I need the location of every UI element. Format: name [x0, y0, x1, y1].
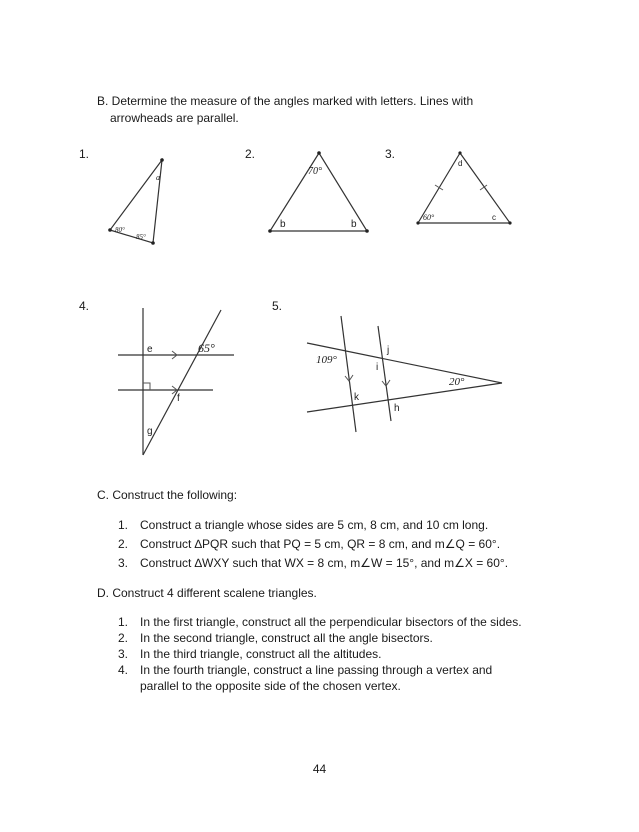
section-d-item-2 [118, 630, 522, 646]
section-d-item-4-number: 4. [118, 663, 129, 677]
figure-5-label-20: 20° [449, 376, 465, 388]
figure-5-label-h: h [394, 403, 400, 414]
figure-5-label-j: j [387, 345, 390, 356]
section-d-item-4-text: In the fourth triangle, construct a line passing through a vertex and [140, 663, 493, 677]
figure-4-label-f: f [177, 393, 180, 404]
section-d-item-2-number: 2. [118, 631, 129, 645]
figure-4-label-g: g [147, 426, 153, 437]
figure-5-label-i: i [376, 362, 379, 373]
figure-1-label-85: 85° [136, 233, 146, 241]
section-d-item-3-text: In the third triangle, construct all the altitudes. [140, 647, 382, 661]
section-d-item-1 [118, 614, 522, 630]
figure-3-label-60: 60° [423, 213, 435, 222]
section-b-line-2: arrowheads are parallel. [110, 111, 239, 125]
section-c-item-3 [118, 555, 508, 574]
section-c-list [118, 517, 508, 574]
figure-3-label-d: d [458, 159, 463, 168]
section-d-item-2-text: In the second triangle, construct all the angle bisectors. [140, 631, 433, 645]
figure-5-ray-lower [307, 383, 502, 412]
problem-2-number: 2. [245, 147, 256, 161]
section-d-item-3 [118, 646, 522, 662]
section-c-item-1 [118, 517, 508, 536]
section-c-item-1-number: 1. [118, 518, 129, 532]
section-c-heading: C. Construct the following: [97, 488, 238, 502]
section-d-list [118, 614, 522, 694]
problem-1-number: 1. [79, 147, 90, 161]
figure-3-label-c: c [492, 213, 496, 222]
figure-1-label-80: 80° [115, 226, 125, 234]
section-b-line-1: B. Determine the measure of the angles marked with letters. Lines with [97, 94, 474, 108]
section-d-item-4 [118, 662, 522, 678]
figure-4-label-e: e [147, 344, 153, 355]
section-c-item-3-number: 3. [118, 556, 129, 570]
section-c-item-2-number: 2. [118, 537, 129, 551]
section-d-item-4-continuation: parallel to the opposite side of the chosen vertex. [140, 679, 401, 693]
problem-5-number: 5. [272, 299, 283, 313]
figure-5-label-k: k [354, 392, 359, 403]
figure-5-parallel-line-right [378, 326, 391, 421]
figure-2-label-b-left: b [280, 219, 286, 230]
section-d-heading: D. Construct 4 different scalene triangles. [97, 586, 317, 600]
section-d-item-1-number: 1. [118, 615, 129, 629]
section-c-item-3-text: Construct ∆WXY such that WX = 8 cm, m∠W = 15°, and m∠X = 60°. [140, 556, 509, 570]
page-number: 44 [312, 762, 327, 776]
problem-3-number: 3. [385, 147, 396, 161]
section-c-item-2 [118, 536, 508, 555]
section-d-item-1-text: In the first triangle, construct all the perpendicular bisectors of the sides. [140, 615, 522, 629]
figure-5-label-109: 109° [316, 354, 337, 366]
figure-5-parallel-line-left [341, 316, 356, 432]
figure-4-label-65: 65° [198, 341, 215, 355]
section-c-item-2-text: Construct ∆PQR such that PQ = 5 cm, QR = 8 cm, and m∠Q = 60°. [140, 537, 501, 551]
section-d-item-3-number: 3. [118, 647, 129, 661]
problem-4-number: 4. [79, 299, 90, 313]
figure-1-label-a: a [156, 173, 160, 182]
figure-2-label-b-right: b [351, 219, 357, 230]
figure-2-label-70: 70° [308, 166, 322, 177]
section-c-item-1-text: Construct a triangle whose sides are 5 cm, 8 cm, and 10 cm long. [140, 518, 489, 532]
